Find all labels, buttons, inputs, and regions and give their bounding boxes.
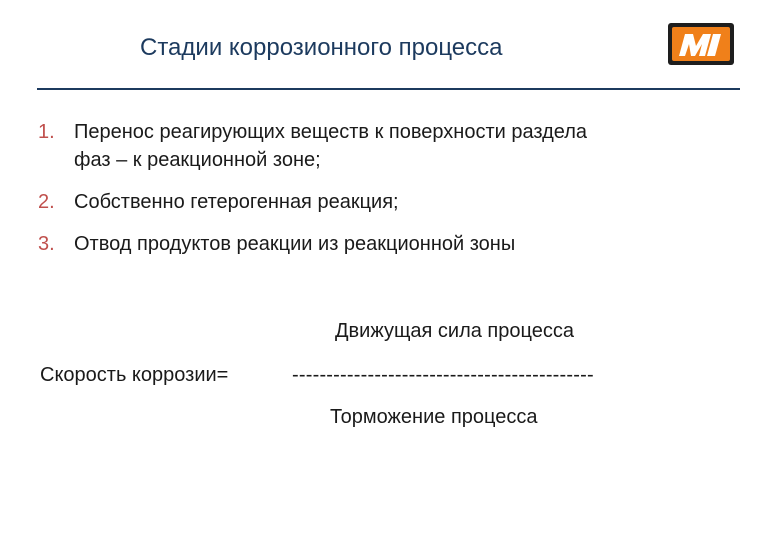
item-number: 2. [38, 191, 55, 213]
item-text: Перенос реагирующих веществ к поверхности раздела фаз – к реакционной зоне; [74, 121, 588, 171]
item-number: 3. [38, 233, 55, 255]
formula-denominator: Торможение процесса [330, 406, 538, 428]
formula-numerator: Движущая сила процесса [335, 320, 574, 342]
formula-lhs: Скорость коррозии= [40, 364, 229, 386]
item-text: Отвод продуктов реакции из реакционной зоны [74, 233, 516, 255]
fraction-bar: -------------------------------------------- [292, 364, 594, 386]
item-text: Собственно гетерогенная реакция; [74, 191, 399, 213]
item-number: 1. [38, 121, 55, 143]
slide-title: Стадии коррозионного процесса [140, 34, 503, 61]
